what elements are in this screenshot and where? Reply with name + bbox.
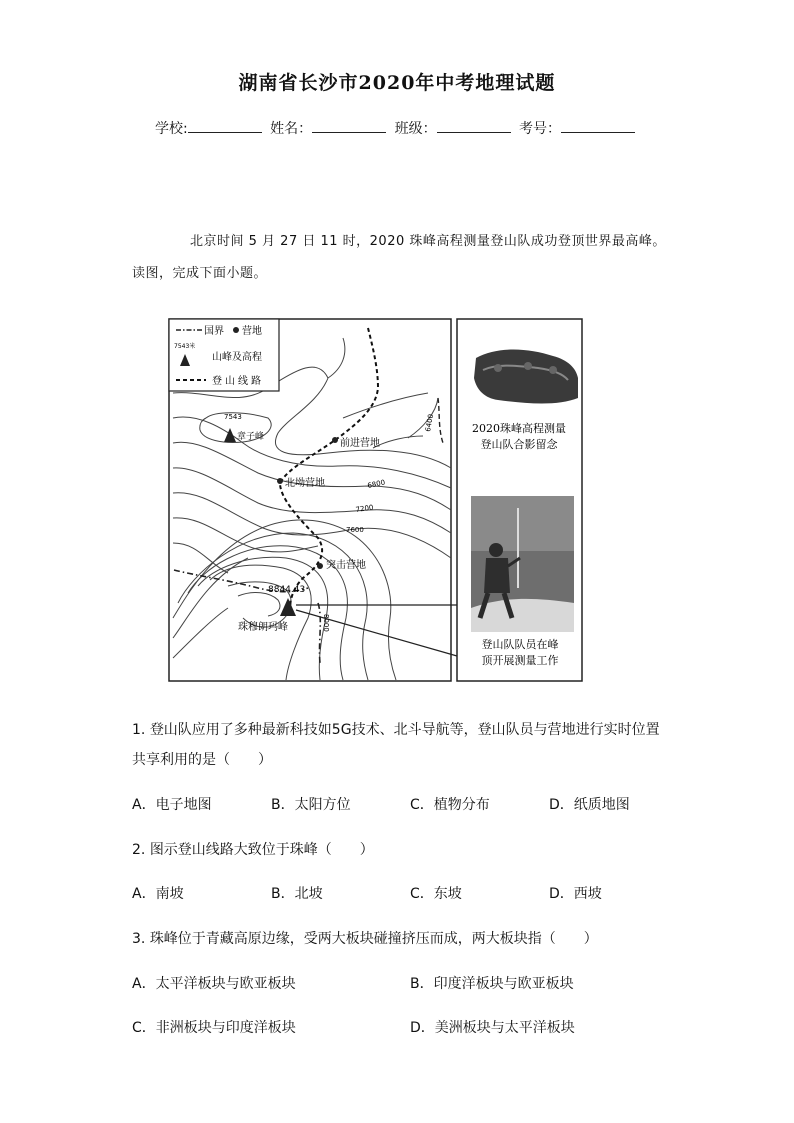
question-2-number: 2.	[132, 842, 146, 858]
student-info-line	[0, 118, 794, 138]
question-1-line2: 共享利用的是（ ）	[132, 752, 272, 768]
id-blank[interactable]	[561, 118, 635, 133]
q3-option-a[interactable]: A．太平洋板块与欧亚板块	[132, 976, 296, 992]
q3-option-b[interactable]: B．印度洋板块与欧亚板块	[410, 976, 574, 992]
contour-label-6400: 6400	[424, 413, 436, 433]
everest-label: 珠穆朗玛峰	[238, 622, 288, 633]
summit-photo	[471, 496, 574, 632]
forward-camp-icon	[332, 437, 338, 443]
q1-option-a[interactable]: A．电子地图	[132, 797, 212, 813]
contour-label-8000: 8000	[322, 614, 330, 632]
q2-option-c[interactable]: C．东坡	[410, 886, 462, 902]
class-blank[interactable]	[437, 118, 511, 133]
legend-peak-label: 山峰及高程	[212, 352, 262, 363]
group-photo	[473, 346, 578, 404]
name-label: 姓名：	[270, 121, 313, 137]
question-3-number: 3.	[132, 931, 146, 947]
legend-peak-elev: 7543米	[174, 343, 196, 350]
contour-label-7200: 7200	[355, 503, 374, 514]
photo2-caption-line2: 顶开展测量工作	[481, 654, 559, 667]
q2-option-b[interactable]: B．北坡	[271, 886, 323, 902]
q2-option-d[interactable]: D．西坡	[549, 886, 602, 902]
legend	[169, 319, 279, 391]
question-1-text: 登山队应用了多种最新科技如5G技术、北斗导航等，登山队员与营地进行实时位置	[149, 722, 660, 738]
intro-line-1: 北京时间 5 月 27 日 11 时，2020 珠峰高程测量登山队成功登顶世界最高峰。	[190, 234, 666, 249]
school-blank[interactable]	[188, 118, 262, 133]
school-label: 学校:	[154, 121, 188, 137]
q3-option-d[interactable]: D．美洲板块与太平洋板块	[410, 1020, 575, 1036]
photo1-caption-line2: 登山队合影留念	[480, 438, 558, 451]
everest-map-figure	[168, 318, 588, 682]
q2-option-a[interactable]: A．南坡	[132, 886, 184, 902]
q3-option-c[interactable]: C．非洲板块与印度洋板块	[132, 1020, 296, 1036]
question-3-line1	[132, 928, 598, 948]
question-2-text: 图示登山线路大致位于珠峰（ ）	[149, 842, 374, 858]
photo2-caption-line1: 登山队队员在峰	[481, 638, 559, 651]
intro-line-2: 读图，完成下面小题。	[132, 266, 268, 281]
north-col-camp-icon	[277, 478, 283, 484]
class-label: 班级：	[394, 121, 437, 137]
assault-camp-label: 突击营地	[326, 560, 366, 571]
id-label: 考号：	[519, 121, 562, 137]
photo1-caption-line1: 2020珠峰高程测量	[472, 422, 566, 435]
assault-camp-icon	[317, 563, 323, 569]
contour-label-6800: 6800	[366, 478, 386, 490]
everest-elev: 8844.43	[268, 585, 306, 595]
legend-route-label: 登山线路	[212, 376, 264, 387]
question-3-text: 珠峰位于青藏高原边缘，受两大板块碰撞挤压而成，两大板块指（ ）	[149, 931, 598, 947]
question-1-line1	[132, 719, 660, 739]
q1-option-b[interactable]: B．太阳方位	[271, 797, 351, 813]
q1-option-c[interactable]: C．植物分布	[410, 797, 490, 813]
legend-border-label: 国界	[204, 326, 224, 337]
forward-camp-label: 前进营地	[340, 438, 380, 449]
question-1-number: 1.	[132, 722, 146, 738]
page-title: 湖南省长沙市2020年中考地理试题	[238, 72, 556, 94]
name-blank[interactable]	[312, 118, 386, 133]
legend-camp-symbol	[233, 327, 239, 333]
figure	[168, 318, 588, 682]
contour-label-7600: 7600	[346, 526, 364, 534]
q1-option-d[interactable]: D．纸质地图	[549, 797, 630, 813]
north-col-camp-label: 北坳营地	[285, 478, 325, 489]
legend-camp-label: 营地	[242, 326, 262, 337]
question-2-line1	[132, 839, 374, 859]
zhangzi-label: 章子峰	[237, 432, 265, 442]
zhangzi-elev: 7543	[224, 413, 242, 421]
